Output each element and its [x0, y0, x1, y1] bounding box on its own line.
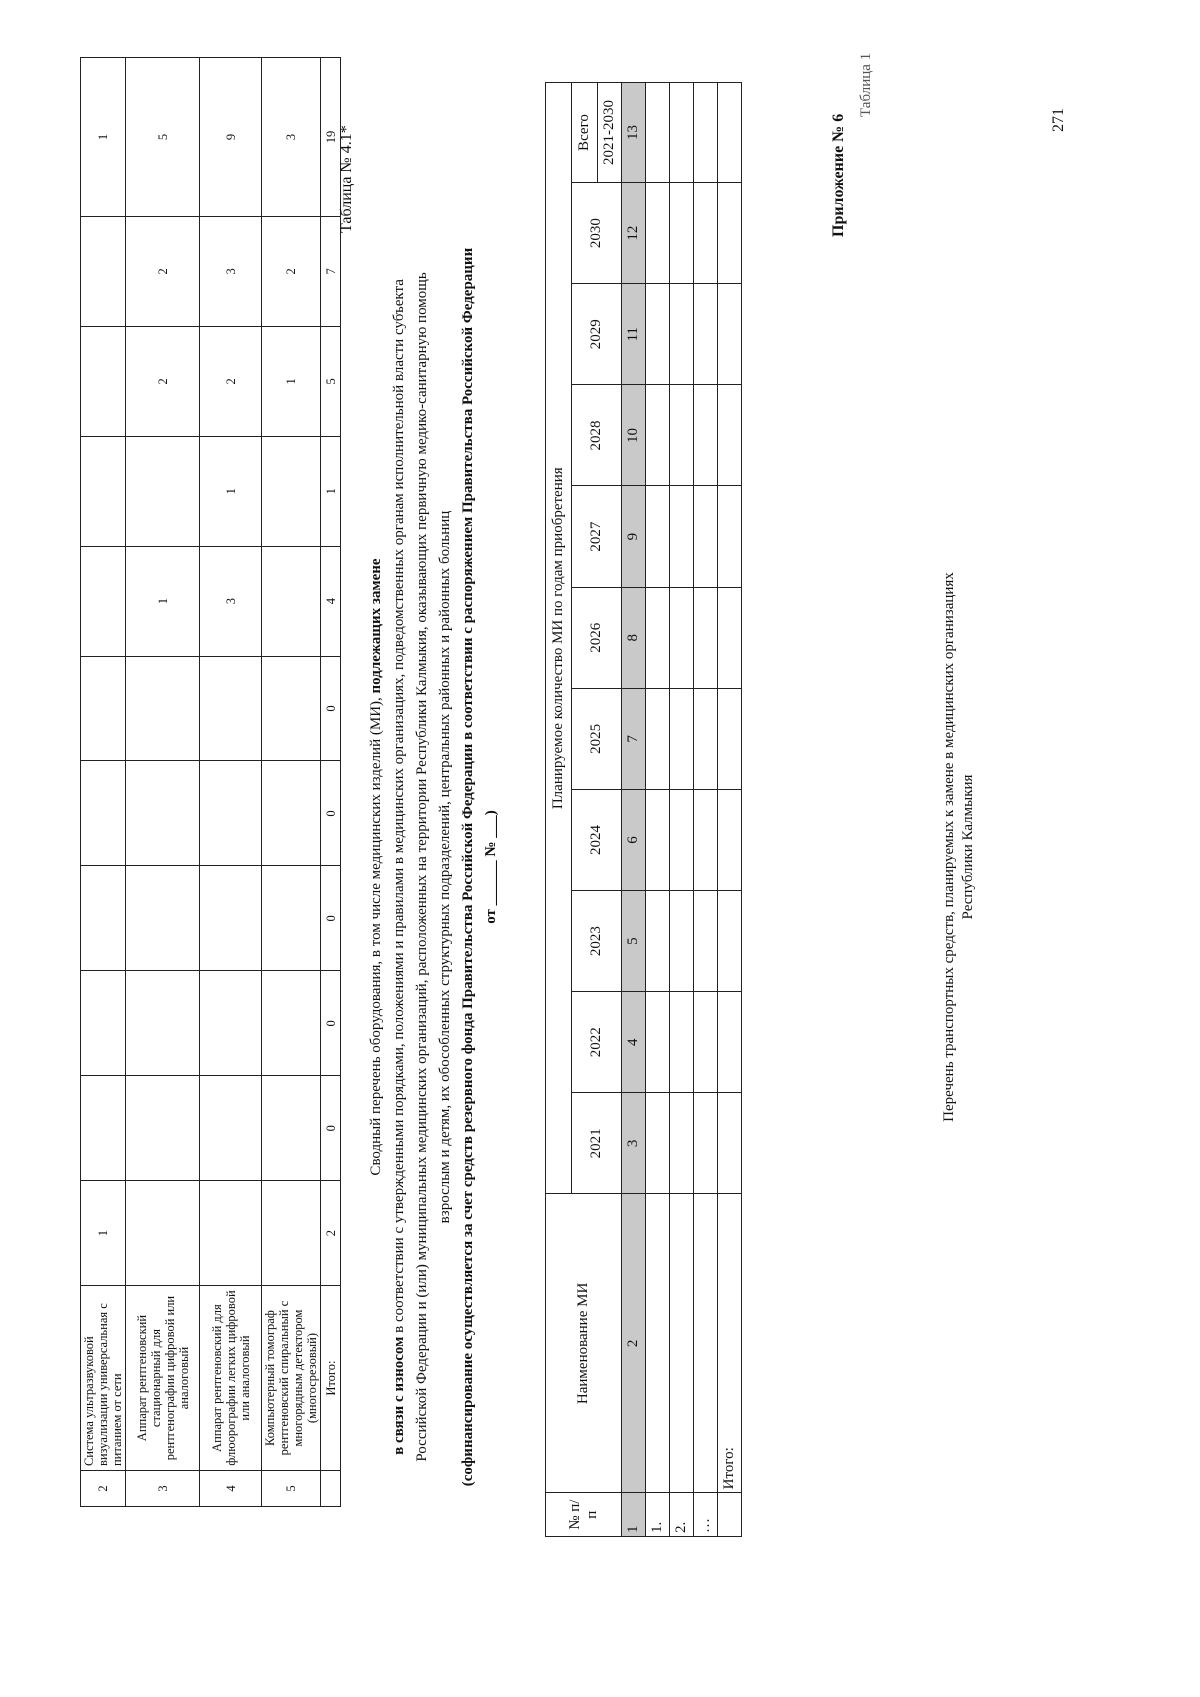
- value-cell: [126, 436, 200, 546]
- equipment-name: Компьютерный томограф рентгеновский спиральный с многорядным детектором (многосрезовый): [262, 1286, 321, 1471]
- heading-part: в соответствии с утвержденными порядками, положениями и правилами в медицинских организациях, подведомственных органам исполнительной власти субъекта Российской Федерации и (или) муниципальных медицинских организаций, расположенных на территории Республики Калмыкия, оказывающих первичную медико-санитарную помощь взрослым и детям, их обособленных структурных подразделений, центральных районных и районных больниц: [391, 272, 453, 1462]
- value-cell: [262, 866, 321, 971]
- year-header: 2025: [572, 688, 622, 789]
- value-cell: [81, 971, 126, 1076]
- table-cell: [646, 992, 670, 1093]
- table-row: [670, 83, 694, 1537]
- table-cell: [646, 284, 670, 385]
- table-cell: [646, 891, 670, 992]
- transport-title-line: Перечень транспортных средств, планируемых к замене в медицинских организациях: [941, 572, 957, 1122]
- total-label: Итого:: [718, 1194, 742, 1493]
- total-value: 7: [321, 216, 341, 326]
- value-cell: [200, 866, 262, 971]
- value-cell: 1: [81, 1181, 126, 1286]
- total-row: [321, 58, 341, 1507]
- transport-list-title: [940, 457, 978, 1237]
- value-cell: 5: [126, 58, 200, 217]
- index-row: [622, 83, 646, 1537]
- value-cell: [81, 216, 126, 326]
- index-cell: 12: [622, 183, 646, 284]
- table-cell: [646, 688, 670, 789]
- value-cell: 3: [200, 546, 262, 656]
- value-cell: 3: [262, 58, 321, 217]
- group-header: Планируемое количество МИ по годам приобретения: [546, 83, 572, 1194]
- table-cell: 2.: [670, 1493, 694, 1537]
- value-cell: 1: [200, 436, 262, 546]
- table-cell: [694, 385, 718, 486]
- value-cell: [81, 761, 126, 866]
- table-cell: [646, 486, 670, 587]
- value-cell: [262, 436, 321, 546]
- table-row: [262, 58, 321, 1507]
- value-cell: 2: [200, 326, 262, 436]
- index-cell: 1: [622, 1493, 646, 1537]
- value-cell: 1: [126, 546, 200, 656]
- table-cell: …: [694, 1493, 718, 1537]
- row-number: 4: [200, 1471, 262, 1507]
- year-header: 2027: [572, 486, 622, 587]
- value-cell: 9: [200, 58, 262, 217]
- table-cell: [694, 284, 718, 385]
- index-cell: 2: [622, 1194, 646, 1493]
- table-cell: [646, 83, 670, 183]
- year-header: 2028: [572, 385, 622, 486]
- table-cell: [718, 284, 742, 385]
- table-cell: [670, 992, 694, 1093]
- total-value: 0: [321, 656, 341, 761]
- table-cell: [694, 587, 718, 688]
- table-heading: [365, 242, 503, 1492]
- total-value: 1: [321, 436, 341, 546]
- table-cell: [646, 183, 670, 284]
- table-cell: [670, 1194, 694, 1493]
- table-cell: [694, 688, 718, 789]
- table-cell: [694, 789, 718, 890]
- value-cell: [81, 656, 126, 761]
- table-cell: [718, 789, 742, 890]
- table-cell: [670, 83, 694, 183]
- transport-title-line: Республики Калмыкия: [960, 774, 976, 920]
- value-cell: [126, 1076, 200, 1181]
- index-cell: 4: [622, 992, 646, 1093]
- index-cell: 8: [622, 587, 646, 688]
- table-cell: [718, 587, 742, 688]
- equipment-table: [80, 57, 341, 1507]
- value-cell: [262, 761, 321, 866]
- table-row: [646, 83, 670, 1537]
- table-cell: [646, 1093, 670, 1194]
- table-cell: [718, 992, 742, 1093]
- total-value: 2: [321, 1181, 341, 1286]
- table-cell: [670, 789, 694, 890]
- total-value: 0: [321, 866, 341, 971]
- equipment-name: Аппарат рентгеновский стационарный для рентгенографии цифровой или аналоговый: [126, 1286, 200, 1471]
- table-cell: [670, 284, 694, 385]
- table-cell: [694, 183, 718, 284]
- value-cell: [81, 1076, 126, 1181]
- equipment-name: Аппарат рентгеновский для флюорографии легких цифровой или аналоговый: [200, 1286, 262, 1471]
- row-number: 3: [126, 1471, 200, 1507]
- total-col-header: Всего: [572, 83, 598, 183]
- table-cell: [694, 1093, 718, 1194]
- index-cell: 11: [622, 284, 646, 385]
- value-cell: [81, 546, 126, 656]
- table-cell: [670, 688, 694, 789]
- value-cell: [200, 761, 262, 866]
- empty-cell: [321, 1471, 341, 1507]
- total-value: 0: [321, 971, 341, 1076]
- table-cell: [670, 587, 694, 688]
- value-cell: [262, 546, 321, 656]
- index-cell: 6: [622, 789, 646, 890]
- value-cell: [200, 971, 262, 1076]
- table-cell: [670, 486, 694, 587]
- total-col-years: 2021-2030: [598, 83, 622, 183]
- table-cell: [694, 992, 718, 1093]
- planned-mi-table: [545, 82, 742, 1537]
- value-cell: 3: [200, 216, 262, 326]
- value-cell: [126, 656, 200, 761]
- value-cell: [200, 656, 262, 761]
- table-number-label: Таблица 1: [858, 52, 874, 117]
- year-header: 2030: [572, 183, 622, 284]
- table-cell: [718, 486, 742, 587]
- row-number: 2: [81, 1471, 126, 1507]
- index-cell: 10: [622, 385, 646, 486]
- total-label: Итого:: [321, 1286, 341, 1471]
- year-header: 2023: [572, 891, 622, 992]
- empty-cell: [718, 1493, 742, 1537]
- table-cell: [646, 385, 670, 486]
- heading-part-bold: в связи с износом: [391, 1336, 407, 1455]
- year-header: 2026: [572, 587, 622, 688]
- table-cell: [718, 891, 742, 992]
- table-cell: [718, 183, 742, 284]
- value-cell: 1: [81, 58, 126, 217]
- value-cell: [200, 1181, 262, 1286]
- value-cell: [126, 866, 200, 971]
- appendix-title: Приложение № 6: [830, 113, 847, 237]
- value-cell: [200, 1076, 262, 1181]
- value-cell: [262, 1181, 321, 1286]
- total-value: 0: [321, 761, 341, 866]
- value-cell: [262, 656, 321, 761]
- total-value: 19: [321, 58, 341, 217]
- table-cell: [646, 789, 670, 890]
- table-row: [200, 58, 262, 1507]
- col-name-header: Наименование МИ: [546, 1194, 622, 1493]
- year-header: 2022: [572, 992, 622, 1093]
- value-cell: [126, 761, 200, 866]
- index-cell: 9: [622, 486, 646, 587]
- table-row: [694, 83, 718, 1537]
- table-row: [81, 58, 126, 1507]
- value-cell: [81, 866, 126, 971]
- total-value: 4: [321, 546, 341, 656]
- heading-part-bold: (софинансирование осуществляется за счет средств резервного фонда Правительства Российской Федерации в соответствии с распоряжением Правительства Российской Федерации от ______ № ___): [460, 247, 499, 1487]
- value-cell: 1: [262, 326, 321, 436]
- value-cell: [262, 1076, 321, 1181]
- value-cell: [81, 326, 126, 436]
- value-cell: 2: [126, 326, 200, 436]
- year-header: 2029: [572, 284, 622, 385]
- value-cell: 2: [262, 216, 321, 326]
- index-cell: 3: [622, 1093, 646, 1194]
- table-row: [126, 58, 200, 1507]
- table-cell: [670, 385, 694, 486]
- year-header: 2024: [572, 789, 622, 890]
- table-cell: [694, 1194, 718, 1493]
- heading-part: Сводный перечень оборудования, в том числе медицинских изделий (МИ),: [368, 693, 384, 1176]
- table-cell: [718, 688, 742, 789]
- index-cell: 13: [622, 83, 646, 183]
- heading-part-bold: подлежащих замене: [368, 558, 384, 694]
- table-cell: [670, 1093, 694, 1194]
- value-cell: [81, 436, 126, 546]
- value-cell: [126, 1181, 200, 1286]
- table-label: Таблица № 4.1*: [338, 125, 355, 233]
- table-cell: [694, 486, 718, 587]
- table-cell: [718, 1093, 742, 1194]
- total-value: 0: [321, 1076, 341, 1181]
- value-cell: [126, 971, 200, 1076]
- index-cell: 5: [622, 891, 646, 992]
- index-cell: 7: [622, 688, 646, 789]
- total-row: [718, 83, 742, 1537]
- table-cell: [694, 83, 718, 183]
- total-value: 5: [321, 326, 341, 436]
- table-cell: [646, 587, 670, 688]
- equipment-name: Система ультразвуковой визуализации универсальная с питанием от сети: [81, 1286, 126, 1471]
- table-cell: 1.: [646, 1493, 670, 1537]
- table-cell: [718, 385, 742, 486]
- table-cell: [670, 891, 694, 992]
- year-header: 2021: [572, 1093, 622, 1194]
- table-cell: [694, 891, 718, 992]
- value-cell: 2: [126, 216, 200, 326]
- table-cell: [670, 183, 694, 284]
- col-num-header: № п/п: [546, 1493, 622, 1537]
- table-cell: [646, 1194, 670, 1493]
- value-cell: [262, 971, 321, 1076]
- row-number: 5: [262, 1471, 321, 1507]
- page-number: 271: [1050, 108, 1067, 132]
- table-cell: [718, 83, 742, 183]
